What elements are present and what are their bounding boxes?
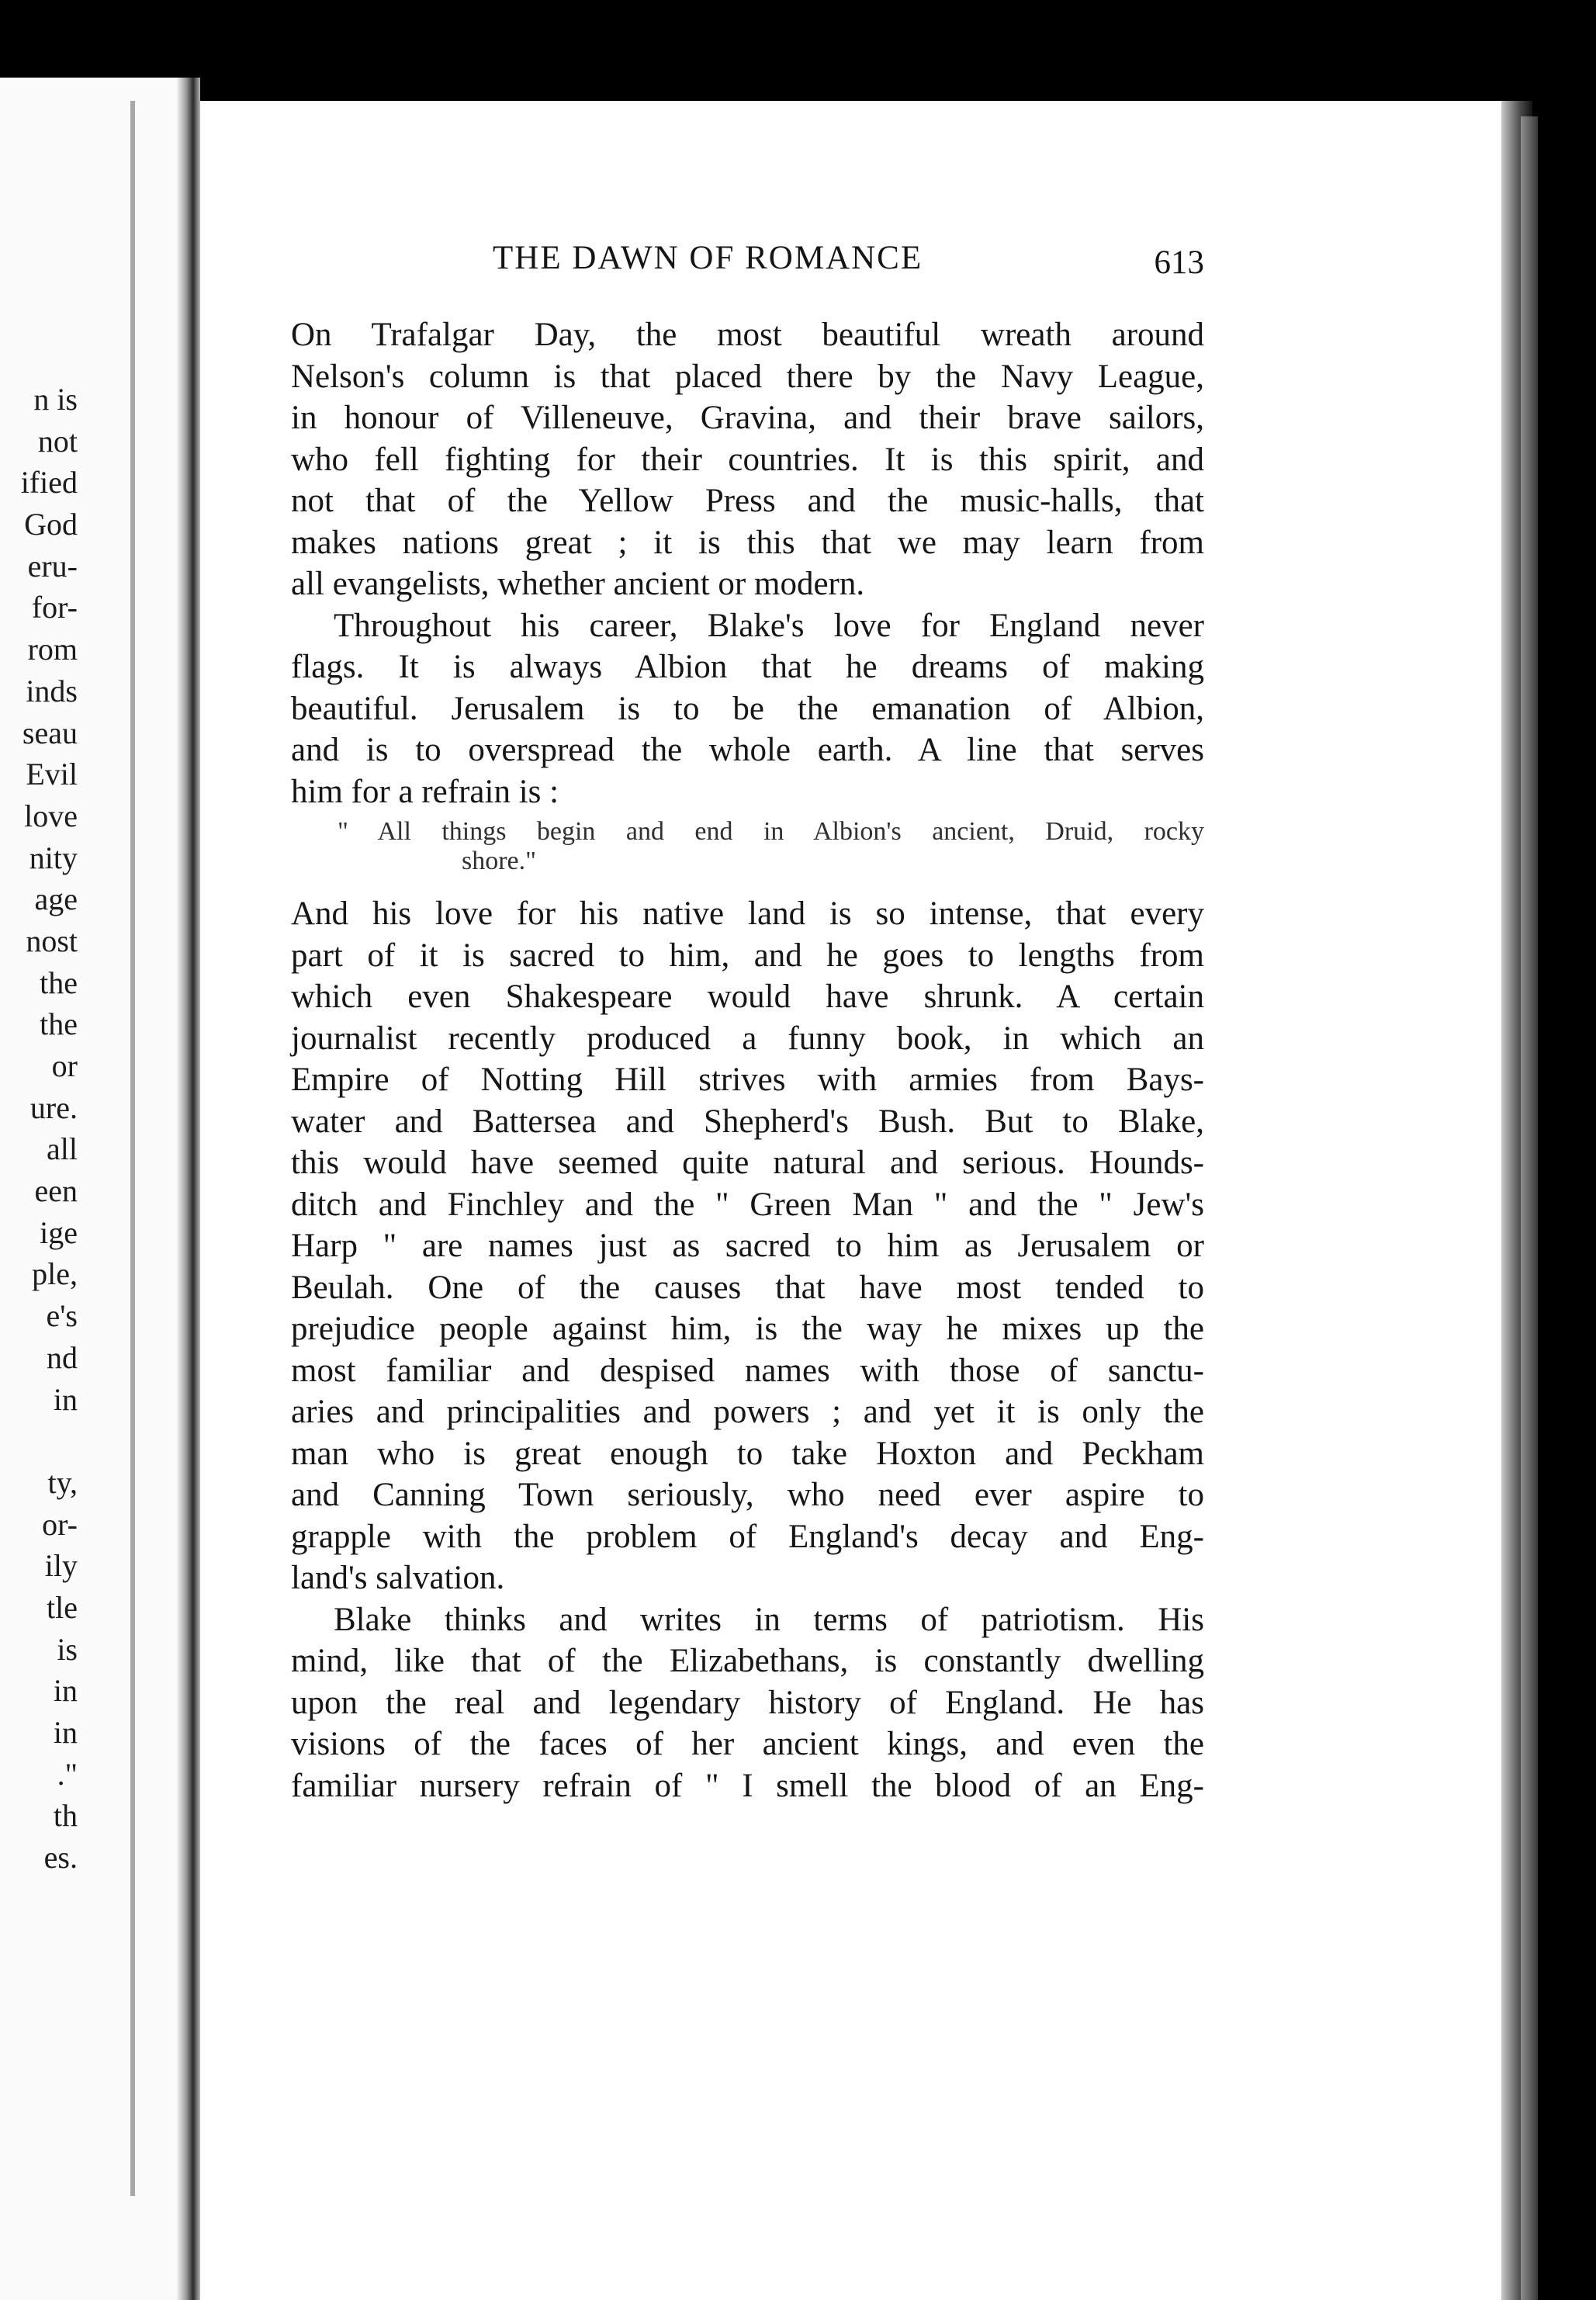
book-gutter: [177, 78, 200, 2300]
page-stack-edge: [1521, 116, 1538, 2300]
left-page-fragment: eru-: [27, 548, 78, 584]
text-line: most familiar and despised names with those of sanctu-: [291, 1352, 1204, 1389]
left-page-fragment: in: [53, 1673, 78, 1709]
body-text: [291, 314, 1204, 1806]
left-page-fragment: in: [53, 1715, 78, 1750]
page-header: [295, 239, 1204, 286]
quotation-line: " All things begin and end in Albion's ancient, Druid, rocky: [338, 817, 1204, 846]
text-line: Throughout his career, Blake's love for England never: [334, 607, 1204, 644]
text-line: who fell fighting for their countries. It is this spirit, and: [291, 441, 1204, 478]
text-line: aries and principalities and powers ; and yet it is only the: [291, 1394, 1204, 1430]
text-line: flags. It is always Albion that he dreams of making: [291, 649, 1204, 685]
text-line: Empire of Notting Hill strives with armies from Bays-: [291, 1062, 1204, 1098]
text-line: in honour of Villeneuve, Gravina, and their brave sailors,: [291, 400, 1204, 436]
text-line: upon the real and legendary history of England. He has: [291, 1684, 1204, 1721]
left-page-fragment: or: [51, 1048, 78, 1083]
text-line: beautiful. Jerusalem is to be the emanation of Albion,: [291, 690, 1204, 727]
left-page-fragment: n is: [33, 382, 78, 417]
text-line: ditch and Finchley and the " Green Man " and the " Jew's: [291, 1186, 1204, 1223]
left-page-fragment: the: [40, 1006, 78, 1042]
left-page-fragment: nd: [47, 1339, 78, 1375]
left-page-fragment: een: [34, 1173, 78, 1209]
text-line: and Canning Town seriously, who need ever aspire to: [291, 1477, 1204, 1513]
text-line: And his love for his native land is so intense, that every: [291, 895, 1204, 932]
left-page-fragment: .": [57, 1756, 78, 1792]
left-page-fragment: the: [40, 965, 78, 1000]
left-page-fragment: Evil: [26, 757, 78, 792]
text-line: Beulah. One of the causes that have most tended to: [291, 1269, 1204, 1306]
text-line: On Trafalgar Day, the most beautiful wreath around: [291, 317, 1204, 353]
left-page-fragment: love: [24, 798, 78, 833]
left-page-fragment: God: [24, 507, 78, 542]
text-line: part of it is sacred to him, and he goes to lengths from: [291, 937, 1204, 974]
left-page-fragment: age: [34, 882, 78, 917]
text-line: prejudice people against him, is the way he mixes up the: [291, 1311, 1204, 1347]
text-line: which even Shakespeare would have shrunk. A certain: [291, 979, 1204, 1015]
text-line: visions of the faces of her ancient kings, and even the: [291, 1726, 1204, 1762]
left-page-fragment: not: [37, 423, 78, 459]
text-line: not that of the Yellow Press and the music-halls, that: [291, 483, 1204, 519]
left-page-fragment: seau: [22, 715, 78, 750]
left-page-fragment: tle: [47, 1589, 78, 1625]
left-page-fragment: ified: [20, 465, 78, 501]
left-page-fragment: ige: [40, 1214, 78, 1250]
left-page-fragment: rom: [27, 632, 78, 667]
page-number: 613: [1154, 244, 1204, 281]
left-page-fragment: e's: [46, 1298, 78, 1334]
text-line: journalist recently produced a funny book, in which an: [291, 1020, 1204, 1057]
text-line: Blake thinks and writes in terms of patriotism. His: [334, 1601, 1204, 1638]
text-line: this would have seemed quite natural and serious. Hounds-: [291, 1145, 1204, 1181]
left-page-fragment: ily: [44, 1548, 78, 1584]
left-page-fragment: ty,: [47, 1464, 78, 1500]
text-line: land's salvation.: [291, 1560, 505, 1596]
left-page-fragment: is: [57, 1631, 78, 1667]
text-line: mind, like that of the Elizabethans, is constantly dwelling: [291, 1643, 1204, 1679]
binding-shadow: [130, 101, 135, 2196]
left-page-fragment: es.: [43, 1840, 78, 1876]
text-line: all evangelists, whether ancient or modern.: [291, 566, 865, 602]
text-line: makes nations great ; it is this that we may learn from: [291, 524, 1204, 561]
left-page-fragment: nost: [26, 923, 78, 958]
left-page-text-fragments: [0, 379, 78, 1879]
left-page-fragment: ure.: [29, 1089, 78, 1125]
text-line: familiar nursery refrain of " I smell the blood of an Eng-: [291, 1767, 1204, 1804]
quotation-line: shore.": [462, 847, 537, 875]
text-line: him for a refrain is :: [291, 773, 559, 810]
text-line: grapple with the problem of England's decay and Eng-: [291, 1518, 1204, 1555]
left-page-fragment: ple,: [32, 1256, 78, 1292]
left-page-fragment: all: [47, 1131, 78, 1167]
left-page-fragment: [0, 1420, 78, 1462]
text-line: man who is great enough to take Hoxton and Peckham: [291, 1435, 1204, 1472]
left-page-fragment: inds: [26, 673, 78, 708]
left-page-fragment: nity: [29, 840, 78, 875]
left-facing-page: [0, 78, 194, 2300]
left-page-fragment: in: [53, 1381, 78, 1417]
text-line: and is to overspread the whole earth. A line that serves: [291, 732, 1204, 768]
text-line: Harp " are names just as sacred to him as Jerusalem or: [291, 1228, 1204, 1264]
text-line: Nelson's column is that placed there by the Navy League,: [291, 358, 1204, 395]
text-line: water and Battersea and Shepherd's Bush. But to Blake,: [291, 1103, 1204, 1140]
left-page-fragment: for-: [31, 590, 78, 625]
left-page-fragment: th: [53, 1798, 78, 1834]
left-page-fragment: or-: [42, 1506, 78, 1542]
running-head: THE DAWN OF ROMANCE: [493, 240, 923, 276]
